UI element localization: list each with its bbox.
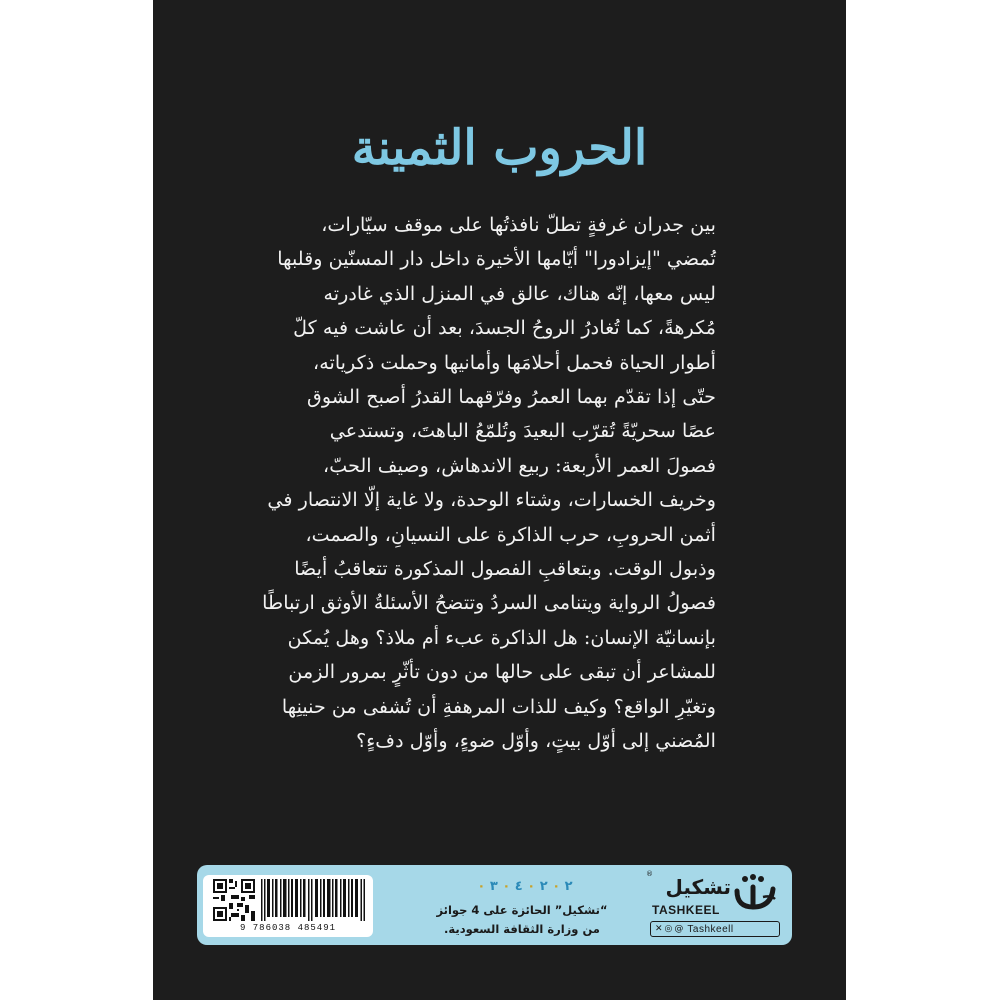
award-digit: ٢ xyxy=(539,879,548,894)
blurb-line: عصًا سحريّةً تُقرّب البعيدَ وتُلمّعُ الباهتَ، وتستدعي xyxy=(329,419,716,443)
blurb-line: بإنسانيّة الإنسان: هل الذاكرة عبء أم ملاذ؟ وهل يُمكن xyxy=(287,625,716,649)
award-digit: ٠ xyxy=(552,879,561,894)
blurb-line: المُضني إلى أوّل بيتٍ، وأوّل ضوءٍ، وأوّل دفءٍ؟ xyxy=(356,729,716,753)
blurb-line: وتغيّرِ الواقع؟ وكيف للذات المرهفةِ أن تُشفى من حنينِها xyxy=(281,694,716,718)
blurb-line: مُكرهةً، كما تُغادرُ الروحُ الجسدَ، بعد أن عاشت فيه كلّ xyxy=(293,316,716,340)
publisher-name-english: TASHKEEL xyxy=(652,903,720,917)
award-digit: ٢ xyxy=(564,879,573,894)
book-blurb xyxy=(262,208,716,759)
book-title: الحروب الثمينة xyxy=(351,120,648,176)
award-text: “تشكيل” الحائزة على 4 جوائز xyxy=(436,903,608,917)
award-digits xyxy=(430,879,620,894)
social-handle-text: Tashkeell xyxy=(687,923,734,935)
award-digit: ٠ xyxy=(502,879,511,894)
blurb-line: تُمضي "إيزادورا" أيّامها الأخيرة داخل دار المسنّين وقلبها xyxy=(277,247,716,271)
blurb-line: بين جدران غرفةٍ تطلّ نافذتُها على موقف سيّارات، xyxy=(321,213,716,236)
social-handles xyxy=(650,921,780,937)
award-ministry-text: من وزارة الثقافة السعودية. xyxy=(444,922,600,936)
blurb-line: ليس معها، إنّه هناك، عالق في المنزل الذي غادرته xyxy=(323,281,716,305)
blurb-line: للمشاعر أن تبقى على حالها من دون تأثّرٍ بمرور الزمن xyxy=(288,660,716,684)
registered-mark: ® xyxy=(646,870,653,878)
award-digit: ٠ xyxy=(527,879,536,894)
blurb-line: فصولُ الرواية ويتنامى السردُ وتتضحُ الأسئلةُ الأوثق ارتباطًا xyxy=(262,591,716,615)
instagram-icon: ◎ xyxy=(664,923,673,934)
publisher-logo-icon xyxy=(731,873,779,915)
ean-barcode xyxy=(261,879,365,921)
qr-code-icon xyxy=(213,879,255,921)
publisher-name-arabic: تشكيل xyxy=(665,875,731,899)
x-icon: ✕ xyxy=(655,923,663,934)
blurb-line: أطوار الحياة فحمل أحلامَها وأمانيها وحملت ذكرياته، xyxy=(313,350,716,374)
blurb-line: حتّى إذا تقدّم بهما العمرُ وفرّقهما القدرُ أصبح الشوق xyxy=(307,385,716,409)
blurb-line: وذبول الوقت. وبتعاقبِ الفصول المذكورة تتعاقبُ أيضًا xyxy=(294,557,716,581)
award-digit: ٣ xyxy=(489,879,498,894)
barcode-panel xyxy=(203,875,373,937)
publisher-band xyxy=(197,865,792,945)
blurb-line: أثمن الحروبِ، حرب الذاكرة على النسيانِ، والصمت، xyxy=(305,522,716,546)
isbn-number: 9 786038 485491 xyxy=(239,923,336,933)
award-digit: ٤ xyxy=(514,879,523,894)
award-digit: ٠ xyxy=(477,879,486,894)
blurb-line: وخريف الخسارات، وشتاء الوحدة، ولا غاية إلّا الانتصار في xyxy=(267,488,716,512)
book-back-cover xyxy=(153,0,846,1000)
at-icon: @ xyxy=(674,923,684,934)
blurb-line: فصولَ العمر الأربعة: ربيع الاندهاش، وصيف الحبّ، xyxy=(323,453,716,477)
